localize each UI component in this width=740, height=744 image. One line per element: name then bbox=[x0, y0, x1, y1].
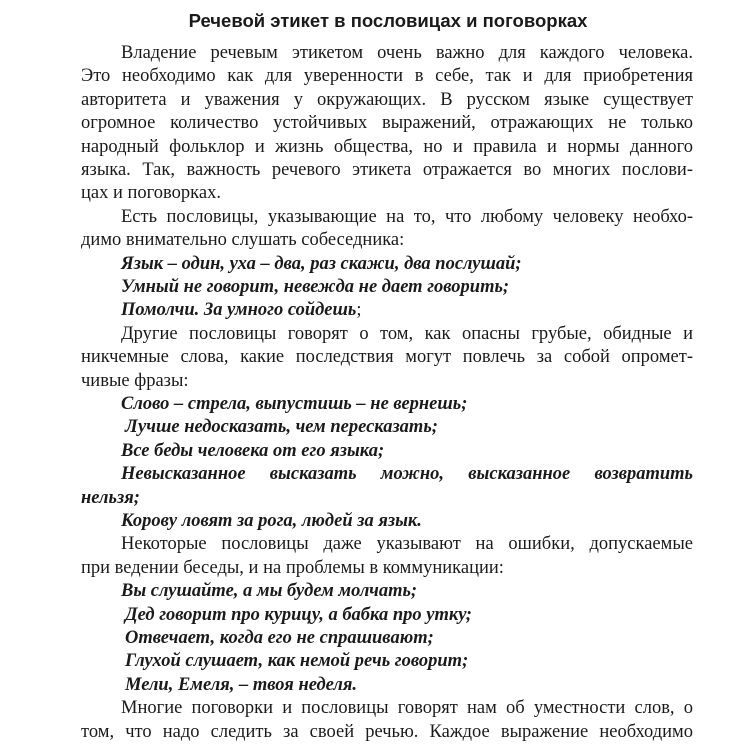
paragraph-line: Есть пословицы, указывающие на то, что любому человеку необхо- bbox=[121, 206, 693, 227]
proverb-line: Слово – стрела, выпустишь – не вернешь; bbox=[121, 394, 468, 414]
paragraph-line: том, что надо следить за своей речью. Каждое выражение необходимо bbox=[81, 721, 693, 742]
paragraph-line: Другие пословицы говорят о том, как опасны грубые, обидные и bbox=[121, 323, 693, 344]
paragraph-line: димо внимательно слушать собеседника: bbox=[81, 230, 405, 251]
proverb-line: Невысказанное высказать можно, высказанное возвратить bbox=[121, 464, 693, 485]
paragraph-line: Многие поговорки и пословицы говорят нам об уместности слов, о bbox=[121, 698, 693, 719]
proverb-punctuation: ; bbox=[356, 300, 362, 321]
proverb-text: Помолчи. За умного сойдешь bbox=[121, 300, 357, 321]
proverb-line: Корову ловят за рога, людей за язык. bbox=[121, 511, 422, 531]
paragraph-line: народный фольклор и жизнь общества, но и правила и нормы данного bbox=[81, 136, 693, 157]
paragraph-line: никчемные слова, какие последствия могут повлечь за собой опромет- bbox=[81, 347, 693, 368]
paragraph-line: при ведении беседы, и на проблемы в коммуникации: bbox=[81, 557, 504, 578]
proverb-line: Дед говорит про курицу, а бабка про утку; bbox=[125, 604, 472, 625]
page-title: Речевой этикет в пословицах и поговорках bbox=[188, 10, 588, 31]
proverb-line: Отвечает, когда его не спрашивают; bbox=[125, 628, 434, 648]
paragraph-line: цах и поговорках. bbox=[81, 183, 221, 204]
proverb-line: Глухой слушает, как немой речь говорит; bbox=[125, 651, 469, 672]
proverb-line: Язык – один, уха – два, раз скажи, два послушай; bbox=[121, 253, 522, 274]
paragraph-line: Владение речевым этикетом очень важно для каждого человека. bbox=[121, 43, 693, 63]
paragraph-line: языка. Так, важность речевого этикета отражается во многих послови- bbox=[81, 160, 693, 180]
proverb-line: Умный не говорит, невежда не дает говорить; bbox=[121, 277, 510, 297]
paragraph-line: авторитета и уважения у окружающих. В русском языке существует bbox=[81, 89, 693, 110]
paragraph-line: Некоторые пословицы даже указывают на ошибки, допускаемые bbox=[121, 534, 693, 555]
proverb-line: Вы слушайте, а мы будем молчать; bbox=[121, 581, 418, 602]
proverb-line: Все беды человека от его языка; bbox=[121, 440, 385, 461]
proverb-line: Мели, Емеля, – твоя неделя. bbox=[125, 674, 358, 695]
proverb-line bbox=[121, 299, 733, 322]
paragraph-line: огромное количество устойчивых выражений, отражающих не только bbox=[81, 113, 693, 134]
proverb-line: нельзя; bbox=[81, 487, 140, 508]
paragraph-line: чивые фразы: bbox=[81, 370, 189, 391]
paragraph-line: Это необходимо как для уверенности в себе, так и для приобретения bbox=[81, 66, 693, 87]
proverb-line: Лучше недосказать, чем пересказать; bbox=[125, 417, 438, 438]
